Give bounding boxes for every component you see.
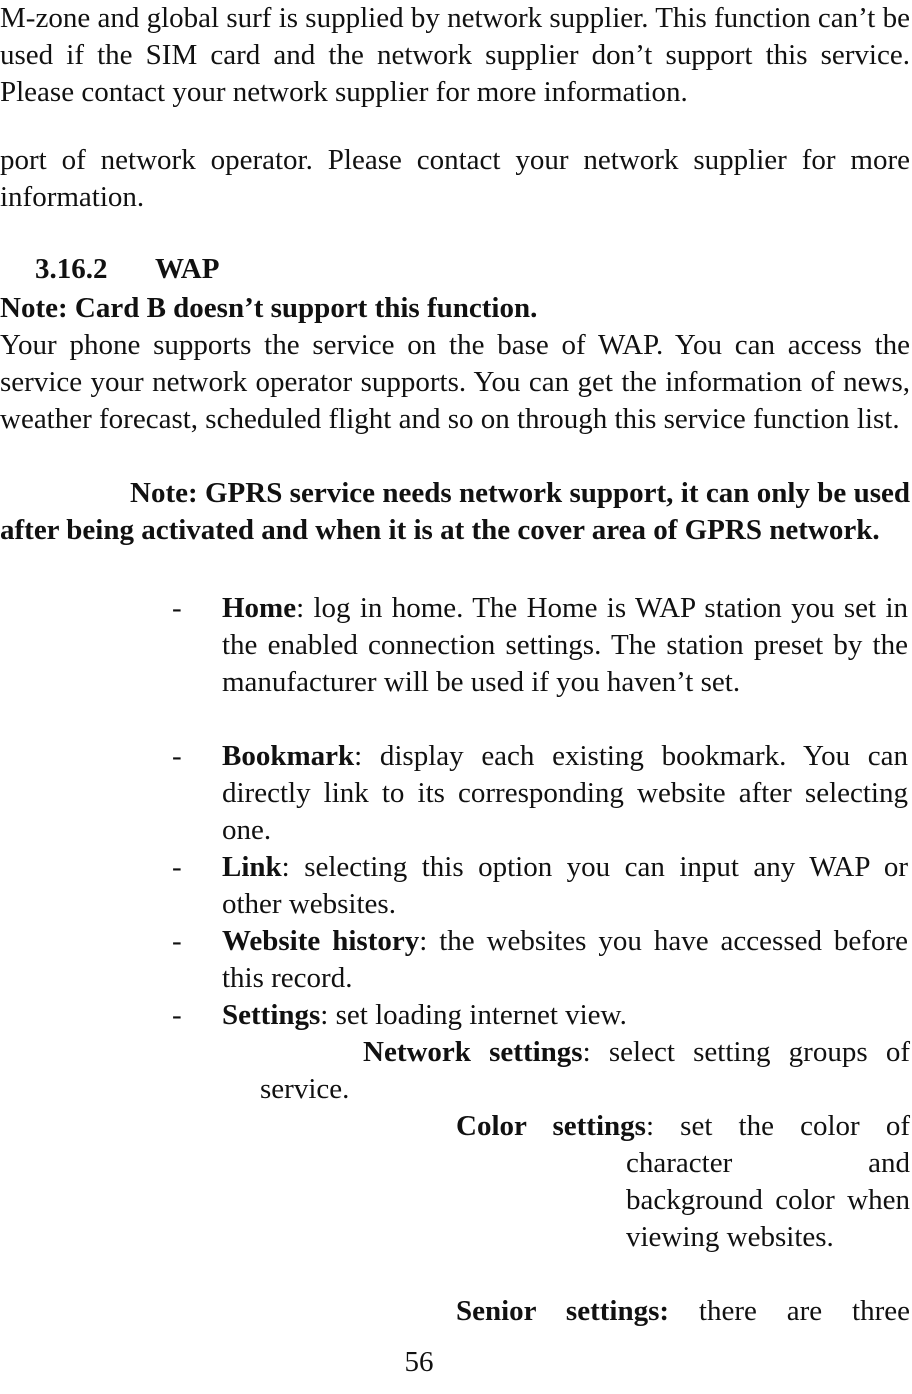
paragraph-network-operator: port of network operator. Please contact your network supplier for more information. (0, 144, 910, 213)
section-title: WAP (155, 253, 220, 285)
bullet-dash: - (172, 592, 182, 624)
bullet-dash: - (172, 851, 182, 883)
term-settings: Settings (222, 999, 321, 1031)
description: : set loading internet view. (320, 999, 627, 1031)
page-number: 56 (404, 1346, 434, 1378)
section-number: 3.16.2 (35, 253, 108, 285)
description: there are three (669, 1295, 910, 1327)
list-item-text (222, 590, 908, 701)
paragraph-msurf: M-zone and global surf is supplied by network supplier. This function can’t be used if the SIM card and the network supplier don’t support this service. Please contact your network supplier for more information. (0, 2, 910, 108)
paragraph-wap-intro: Your phone supports the service on the base of WAP. You can access the service your network operator supports. You can get the information of news, weather forecast, scheduled flight and so on through this service function list. (0, 329, 910, 435)
description: : select setting groups of service. (260, 1036, 910, 1105)
list-item-text (222, 923, 908, 997)
sub-item-network-settings (260, 1034, 910, 1108)
color-settings-continued: character and background color when viewing websites. (626, 1147, 910, 1253)
term-website-history: Website history (222, 925, 420, 957)
description: : display each existing bookmark. You can directly link to its corresponding website after selecting one. (222, 740, 908, 846)
bullet-dash: - (172, 999, 182, 1031)
bullet-dash: - (172, 740, 182, 772)
term-home: Home (222, 592, 297, 624)
list-item-text (222, 738, 908, 849)
term-bookmark: Bookmark (222, 740, 355, 772)
sub-item-senior-settings (456, 1293, 910, 1330)
list-item-text (222, 997, 908, 1034)
description: : selecting this option you can input any WAP or other websites. (222, 851, 908, 920)
description: : set the color of (645, 1110, 910, 1142)
note-card-b: Note: Card B doesn’t support this function. (0, 292, 538, 324)
term-link: Link (222, 851, 282, 883)
note-gprs: Note: GPRS service needs network support, it can only be used after being activated and when it is at the cover area of GPRS network. (0, 477, 910, 546)
description: : the websites you have accessed before this record. (222, 925, 908, 994)
bullet-dash: - (172, 925, 182, 957)
list-item-text (222, 849, 908, 923)
section-heading (35, 251, 219, 288)
term-network-settings: Network settings (363, 1036, 583, 1068)
description: : log in home. The Home is WAP station you set in the enabled connection settings. The station preset by the manufacturer will be used if you haven’t set. (222, 592, 908, 698)
term-color-settings: Color settings (456, 1110, 646, 1142)
term-senior-settings: Senior settings: (456, 1295, 670, 1327)
sub-item-color-settings (456, 1108, 910, 1145)
